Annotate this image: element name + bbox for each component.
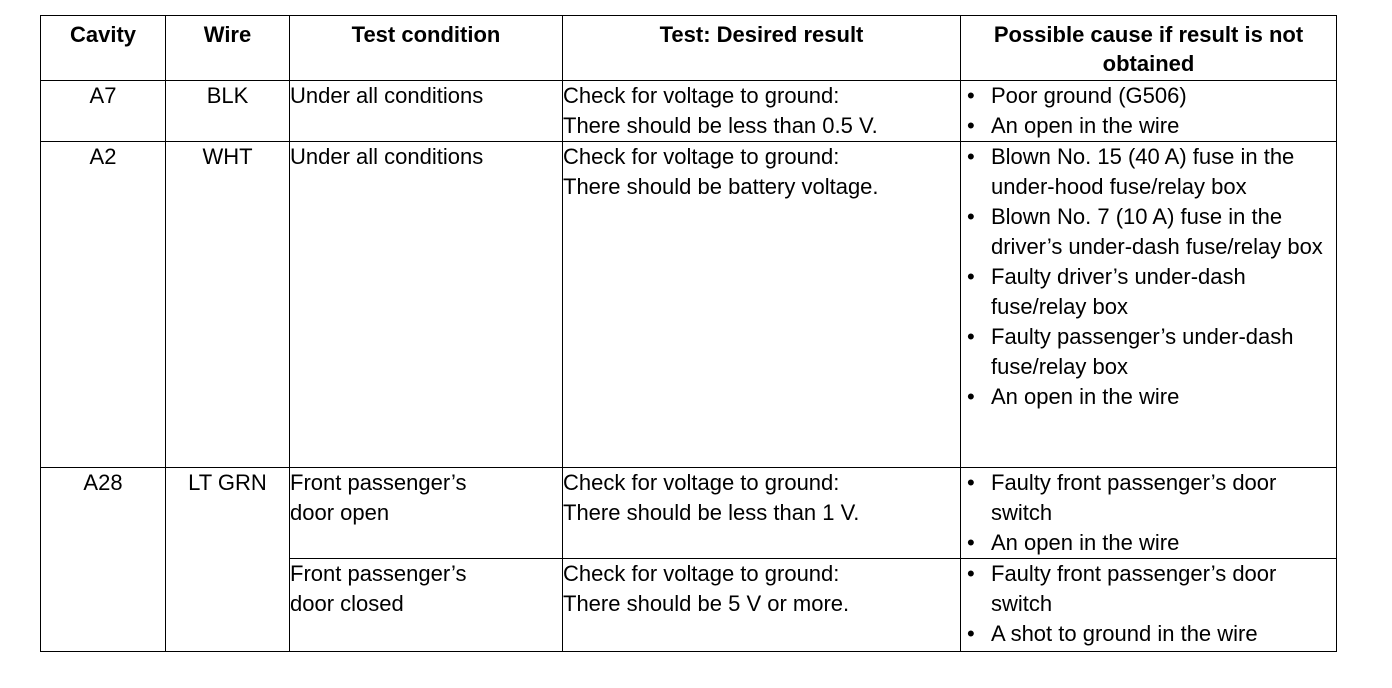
result-line: Check for voltage to ground: (563, 561, 840, 586)
cause-text: Poor ground (G506) (991, 83, 1187, 108)
bullet-glyph: • (967, 113, 975, 138)
bullet-glyph: • (967, 144, 975, 169)
wire-cell: BLK (166, 81, 290, 142)
header-wire: Wire (166, 16, 290, 81)
header-desired-result: Test: Desired result (563, 16, 961, 81)
header-cavity: Cavity (41, 16, 166, 81)
cause-item (961, 619, 1336, 649)
bullet-glyph: • (967, 561, 975, 586)
header-row (41, 16, 1337, 81)
result-line: There should be less than 0.5 V. (563, 113, 878, 138)
cause-item (961, 559, 1336, 619)
cause-cell (961, 142, 1337, 468)
result-cell (563, 468, 961, 559)
cause-cell (961, 468, 1337, 559)
cause-cell (961, 81, 1337, 142)
result-line: Check for voltage to ground: (563, 470, 840, 495)
cause-list (961, 142, 1336, 412)
result-line: There should be less than 1 V. (563, 500, 860, 525)
cause-item (961, 468, 1336, 528)
result-line: There should be 5 V or more. (563, 591, 850, 616)
bullet-glyph: • (967, 324, 975, 349)
cause-text: Faulty passenger’s under-dash fuse/relay box (991, 324, 1294, 379)
condition-line: Front passenger’s (290, 470, 467, 495)
result-cell (563, 559, 961, 652)
cause-text: Blown No. 15 (40 A) fuse in the under-hood fuse/relay box (991, 144, 1295, 199)
cause-item (961, 262, 1336, 322)
cavity-cell: A2 (41, 142, 166, 468)
cause-item (961, 528, 1336, 558)
bullet-glyph: • (967, 204, 975, 229)
result-line: Check for voltage to ground: (563, 83, 840, 108)
cause-text: An open in the wire (991, 384, 1180, 409)
cause-text: Faulty front passenger’s door switch (991, 470, 1277, 525)
cause-text: Blown No. 7 (10 A) fuse in the driver’s under-dash fuse/relay box (991, 204, 1323, 259)
table-row-a2 (41, 142, 1337, 468)
cavity-cell: A7 (41, 81, 166, 142)
bullet-glyph: • (967, 384, 975, 409)
result-cell (563, 81, 961, 142)
cavity-cell: A28 (41, 468, 166, 652)
cause-list (961, 559, 1336, 649)
condition-line: Front passenger’s (290, 561, 467, 586)
condition-cell: Under all conditions (290, 81, 563, 142)
result-cell (563, 142, 961, 468)
cause-text: A shot to ground in the wire (991, 621, 1258, 646)
cause-item (961, 322, 1336, 382)
table-row-a7 (41, 81, 1337, 142)
cause-item (961, 111, 1336, 141)
condition-line: door open (290, 500, 390, 525)
header-possible-cause: Possible cause if result is not obtained (961, 16, 1337, 81)
wire-cell: LT GRN (166, 468, 290, 652)
bullet-glyph: • (967, 83, 975, 108)
condition-line: door closed (290, 591, 404, 616)
result-line: There should be battery voltage. (563, 174, 879, 199)
table-row-a28-door-open (41, 468, 1337, 559)
bullet-glyph: • (967, 530, 975, 555)
bullet-glyph: • (967, 621, 975, 646)
cause-item (961, 382, 1336, 412)
cause-cell (961, 559, 1337, 652)
cause-text: An open in the wire (991, 113, 1180, 138)
cause-text: Faulty front passenger’s door switch (991, 561, 1277, 616)
wire-cell: WHT (166, 142, 290, 468)
result-line: Check for voltage to ground: (563, 144, 840, 169)
bullet-glyph: • (967, 264, 975, 289)
condition-cell: Under all conditions (290, 142, 563, 468)
cause-text: An open in the wire (991, 530, 1180, 555)
cause-text: Faulty driver’s under-dash fuse/relay box (991, 264, 1246, 319)
condition-cell (290, 468, 563, 559)
bullet-glyph: • (967, 470, 975, 495)
cause-item (961, 81, 1336, 111)
cause-item (961, 202, 1336, 262)
header-test-condition: Test condition (290, 16, 563, 81)
diagnostic-table (40, 15, 1337, 652)
cause-list (961, 468, 1336, 558)
cause-list (961, 81, 1336, 141)
condition-cell (290, 559, 563, 652)
cause-item (961, 142, 1336, 202)
